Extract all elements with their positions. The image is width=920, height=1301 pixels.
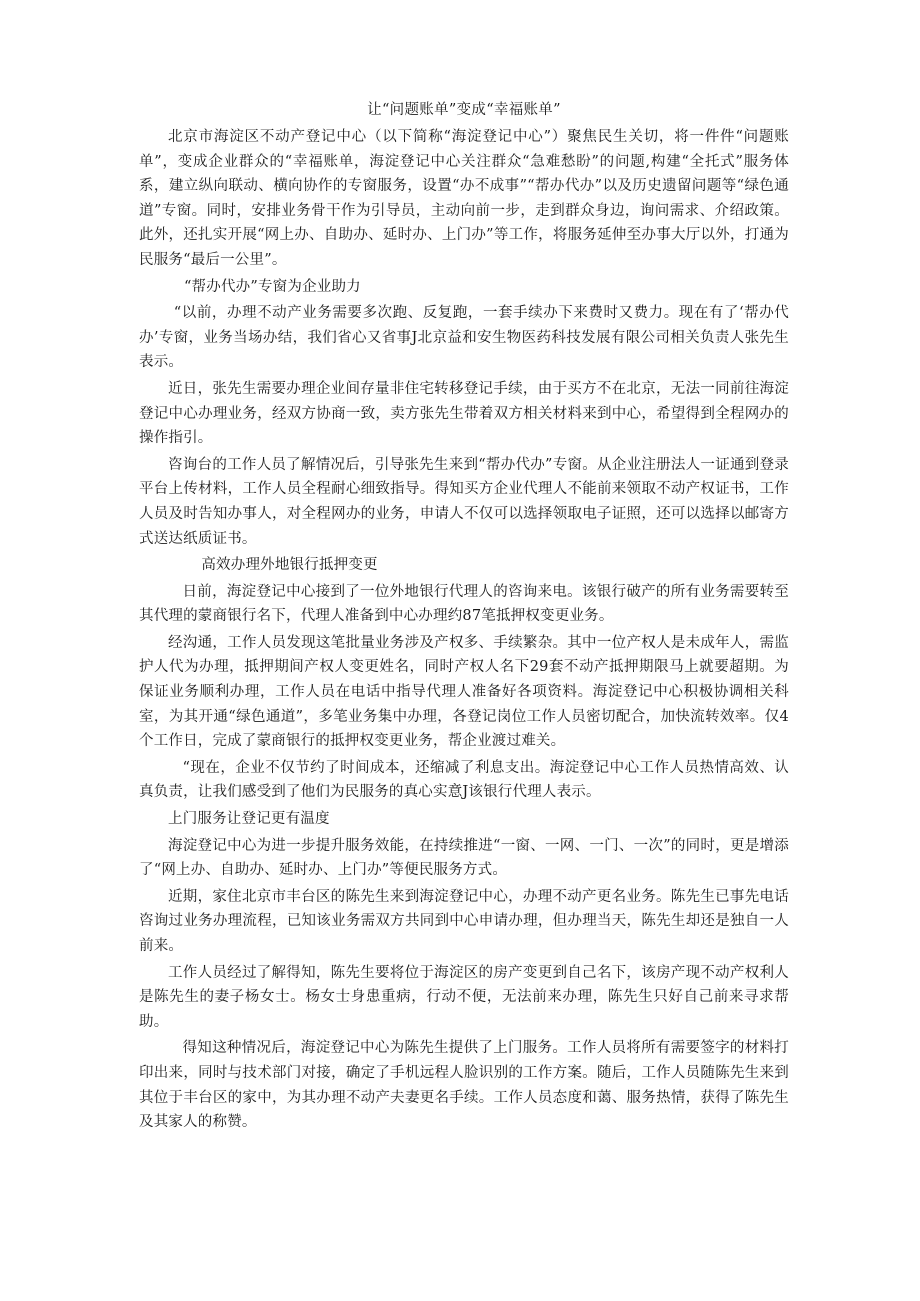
document-page [139,98,789,1137]
paragraph: 工作人员经过了解得知，陈先生要将位于海淀区的房产变更到自己名下，该房产现不动产权利人是陈先生的妻子杨女士。杨女士身患重病，行动不便，无法前来办理，陈先生只好自己前来寻求帮助。 [139,964,789,1030]
paragraph: 日前，海淀登记中心接到了一位外地银行代理人的咨询来电。该银行破产的所有业务需要转至其代理的蒙商银行名下，代理人准备到中心办理约87笔抵押权变更业务。 [139,583,789,625]
paragraph: “现在，企业不仅节约了时间成本，还缩减了利息支出。海淀登记中心工作人员热情高效、认真负责，让我们感受到了他们为民服务的真心实意J该银行代理人表示。 [139,759,789,801]
paragraph: 近日，张先生需要办理企业间存量非住宅转移登记手续，由于买方不在北京，无法一同前往海淀登记中心办理业务，经双方协商一致，卖方张先生带着双方相关材料来到中心，希望得到全程网办的操作指引。 [139,380,789,447]
section-heading-bank-mortgage: 高效办理外地银行抵押变更 [201,557,378,574]
section-heading-home-service: 上门服务让登记更有温度 [168,811,330,828]
intro-paragraph: 北京市海淀区不动产登记中心（以下简称“海淀登记中心”）聚焦民生关切，将一件件“问题账单”，变成企业群众的“幸福账单，海淀登记中心关注群众“急难愁盼”的问题,构建“全托式”服务体系，建立纵向联动、横向协作的专窗服务，设置“办不成事”“帮办代办”以及历史遗留问题等“绿色通道”专窗。同时，安排业务骨干作为引导员，主动向前一步，走到群众身边，询问需求、介绍政策。此外，还扎实开展“网上办、自助办、延时办、上门办”等工作，将服务延伸至办事大厅以外，打通为民服务“最后一公里”。 [139,129,789,268]
paragraph: 海淀登记中心为进一步提升服务效能，在持续推进“一窗、一网、一门、一次”的同时，更是增添了“网上办、自助办、延时办、上门办”等便民服务方式。 [139,837,789,879]
paragraph: 经沟通，工作人员发现这笔批量业务涉及产权多、手续繁杂。其中一位产权人是未成年人，需监护人代为办理，抵押期间产权人变更姓名，同时产权人名下29套不动产抵押期限马上就要超期。为保证业务顺利办理，工作人员在电话中指导代理人准备好各项资料。海淀登记中心积极协调相关科室，为其开通“绿色通道”，多笔业务集中办理，各登记岗位工作人员密切配合，加快流转效率。仅4个工作日，完成了蒙商银行的抵押权变更业务，帮企业渡过难关。 [139,634,789,750]
section-heading-helper-window: “帮办代办”专窗为企业助力 [183,278,361,295]
document-title: 让“问题账单”变成“幸福账单” [367,102,561,118]
paragraph: 近期，家住北京市丰台区的陈先生来到海淀登记中心，办理不动产更名业务。陈先生已事先电话咨询过业务办理流程，已知该业务需双方共同到中心申请办理，但办理当天，陈先生却还是独自一人前来。 [139,888,789,954]
paragraph: 咨询台的工作人员了解情况后，引导张先生来到“帮办代办”专窗。从企业注册法人一证通到登录平台上传材料，工作人员全程耐心细致指导。得知买方企业代理人不能前来领取不动产权证书，工作人员及时告知办事人，对全程网办的业务，申请人不仅可以选择领取电子证照，还可以选择以邮寄方式送达纸质证书。 [139,456,789,547]
paragraph: “以前，办理不动产业务需要多次跑、反复跑，一套手续办下来费时又费力。现在有了‘帮办代办’专窗，业务当场办结，我们省心又省事J北京益和安生物医药科技发展有限公司相关负责人张先生表示。 [139,305,789,371]
paragraph: 得知这种情况后，海淀登记中心为陈先生提供了上门服务。工作人员将所有需要签字的材料打印出来，同时与技术部门对接，确定了手机远程人脸识别的工作方案。随后，工作人员随陈先生来到其位于丰台区的家中，为其办理不动产夫妻更名手续。工作人员态度和蔼、服务热情，获得了陈先生及其家人的称赞。 [139,1040,789,1131]
